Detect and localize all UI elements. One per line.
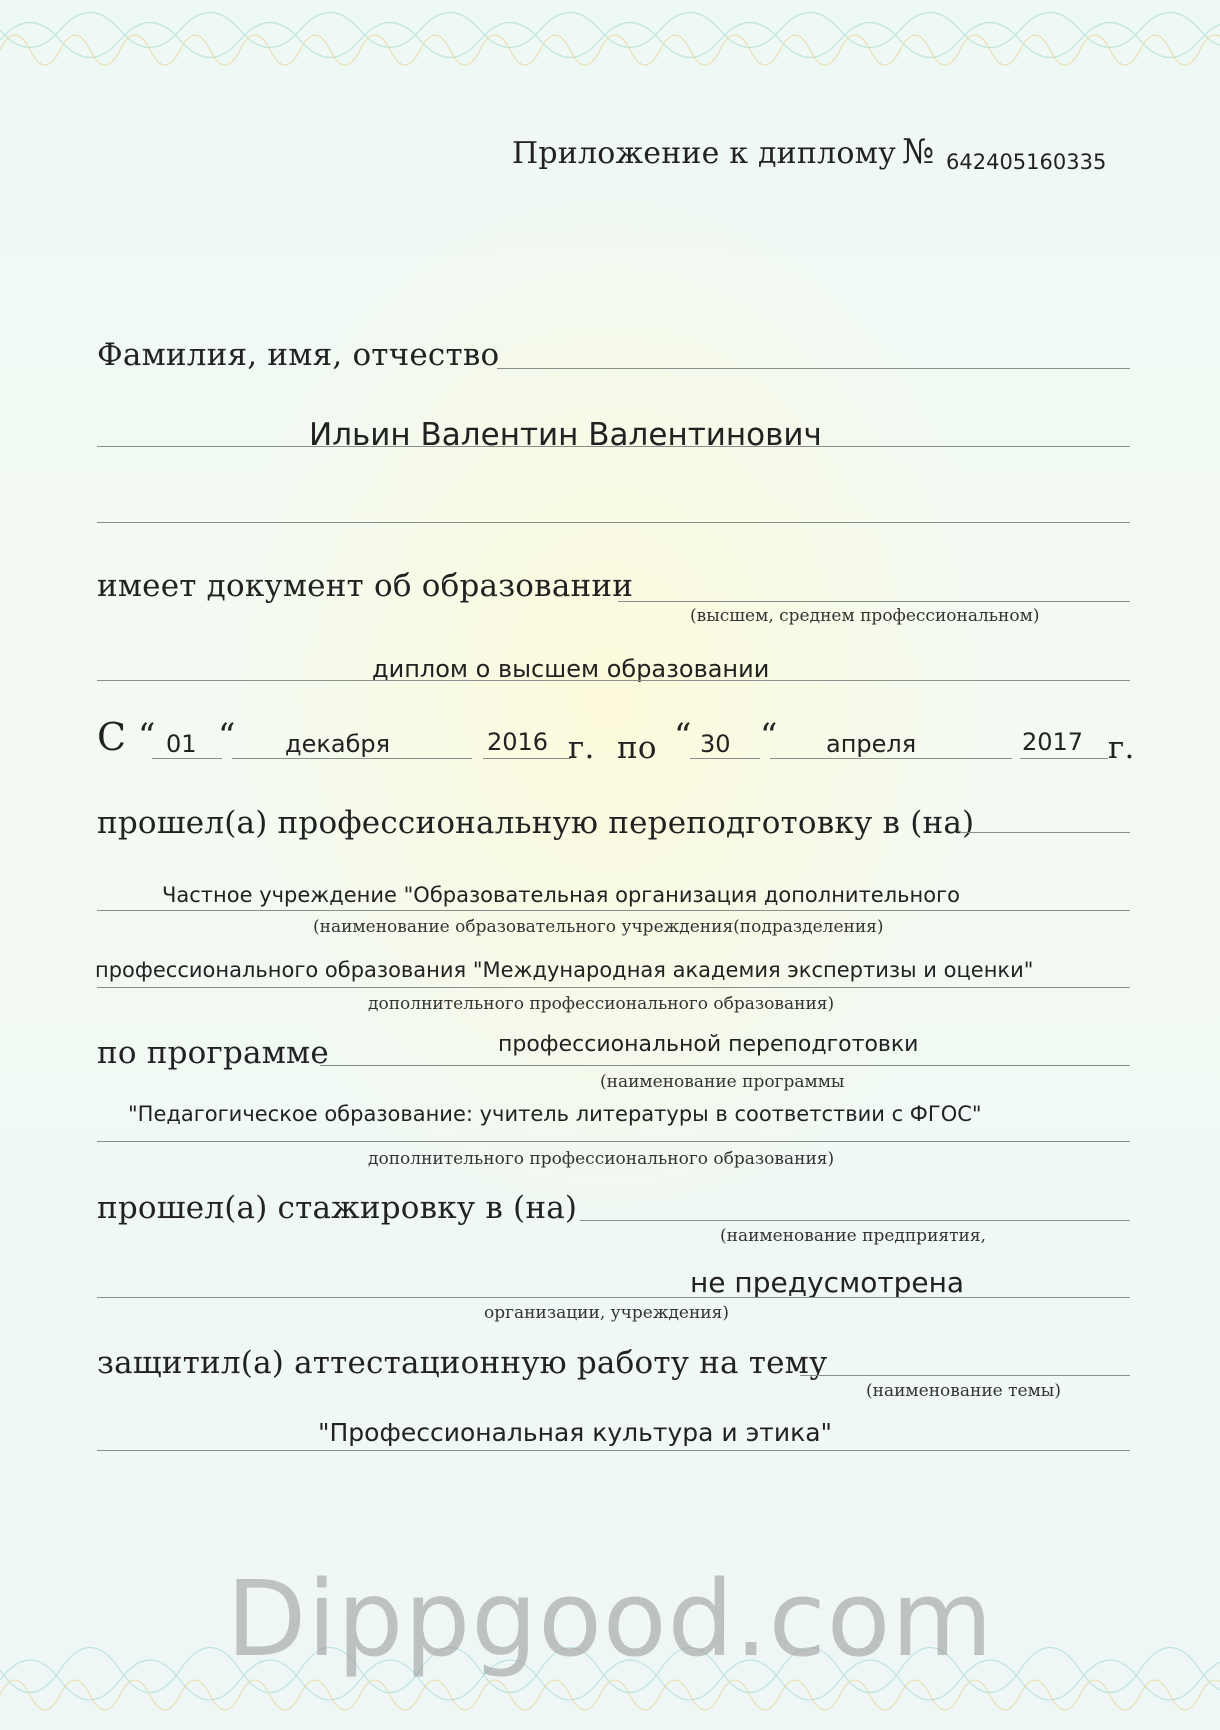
period-to-quote-open: “ — [674, 716, 692, 756]
fio-label: Фамилия, имя, отчество — [97, 337, 500, 373]
period-to-day-line — [690, 758, 760, 759]
education-value: диплом о высшем образовании — [372, 655, 770, 683]
internship-hint-1: (наименование предприятия, — [720, 1226, 986, 1246]
education-label: имеет документ об образовании — [97, 568, 634, 604]
internship-line-2 — [97, 1297, 1130, 1298]
period-to-prefix: по — [617, 730, 657, 766]
program-hint-2: дополнительного профессионального образования) — [368, 1149, 835, 1169]
thesis-line-1 — [800, 1375, 1130, 1376]
guilloche-border-top — [0, 0, 1220, 70]
internship-line-1 — [580, 1220, 1130, 1221]
period-from-month-line — [232, 758, 472, 759]
period-to-quote-close: “ — [760, 716, 778, 756]
retraining-org-line-1: Частное учреждение "Образовательная организация дополнительного — [162, 883, 960, 907]
diploma-number: 642405160335 — [946, 150, 1107, 174]
program-hint-1: (наименование программы — [600, 1072, 845, 1092]
thesis-label: защитил(а) аттестационную работу на тему — [97, 1345, 828, 1381]
period-from-month: декабря — [285, 730, 391, 758]
watermark-text: Dippgood.com — [226, 1558, 994, 1680]
thesis-hint: (наименование темы) — [866, 1381, 1061, 1401]
program-value-1: профессиональной переподготовки — [498, 1032, 919, 1057]
fio-value: Ильин Валентин Валентинович — [309, 417, 822, 453]
education-line-1 — [618, 601, 1130, 602]
period-from-year-suffix: г. — [568, 730, 595, 766]
program-label: по программе — [97, 1035, 329, 1071]
period-to-day: 30 — [700, 730, 731, 758]
retraining-line-2 — [97, 987, 1130, 988]
period-from-year: 2016 — [487, 728, 549, 756]
period-to-month: апреля — [826, 730, 917, 758]
fio-line-3 — [97, 522, 1130, 523]
retraining-label: прошел(а) профессиональную переподготовку в (на) — [97, 805, 975, 841]
period-to-year: 2017 — [1022, 728, 1084, 756]
retraining-line-1 — [97, 910, 1130, 911]
program-value-2: "Педагогическое образование: учитель литературы в соответствии с ФГОС" — [128, 1102, 982, 1126]
retraining-hint-1: (наименование образовательного учреждения(подразделения) — [313, 917, 884, 937]
period-to-year-suffix: г. — [1108, 730, 1135, 766]
education-hint: (высшем, среднем профессиональном) — [690, 606, 1040, 626]
retraining-org-line-2: профессионального образования "Международная академия экспертизы и оценки" — [95, 958, 1034, 982]
period-from-day-line — [152, 758, 222, 759]
period-from-quote-close: “ — [218, 716, 236, 756]
period-from-prefix: С — [97, 715, 127, 759]
fio-line-2 — [97, 446, 1130, 447]
thesis-value: "Профессиональная культура и этика" — [318, 1418, 833, 1447]
education-line-2 — [97, 680, 1130, 681]
period-to-year-line — [1020, 758, 1108, 759]
retraining-line-0 — [960, 832, 1130, 833]
internship-value: не предусмотрена — [690, 1266, 965, 1299]
thesis-line-2 — [97, 1450, 1130, 1451]
period-from-year-line — [483, 758, 571, 759]
number-sign: № — [902, 132, 935, 172]
period-from-quote-open: “ — [138, 716, 156, 756]
program-line-2 — [97, 1141, 1130, 1142]
retraining-hint-2: дополнительного профессионального образования) — [368, 994, 835, 1014]
internship-label: прошел(а) стажировку в (на) — [97, 1190, 578, 1226]
period-from-day: 01 — [166, 730, 197, 758]
internship-hint-2: организации, учреждения) — [484, 1303, 729, 1323]
document-title: Приложение к диплому — [512, 136, 896, 171]
period-to-month-line — [770, 758, 1012, 759]
program-line-1 — [320, 1065, 1130, 1066]
fio-line-1 — [497, 368, 1130, 369]
